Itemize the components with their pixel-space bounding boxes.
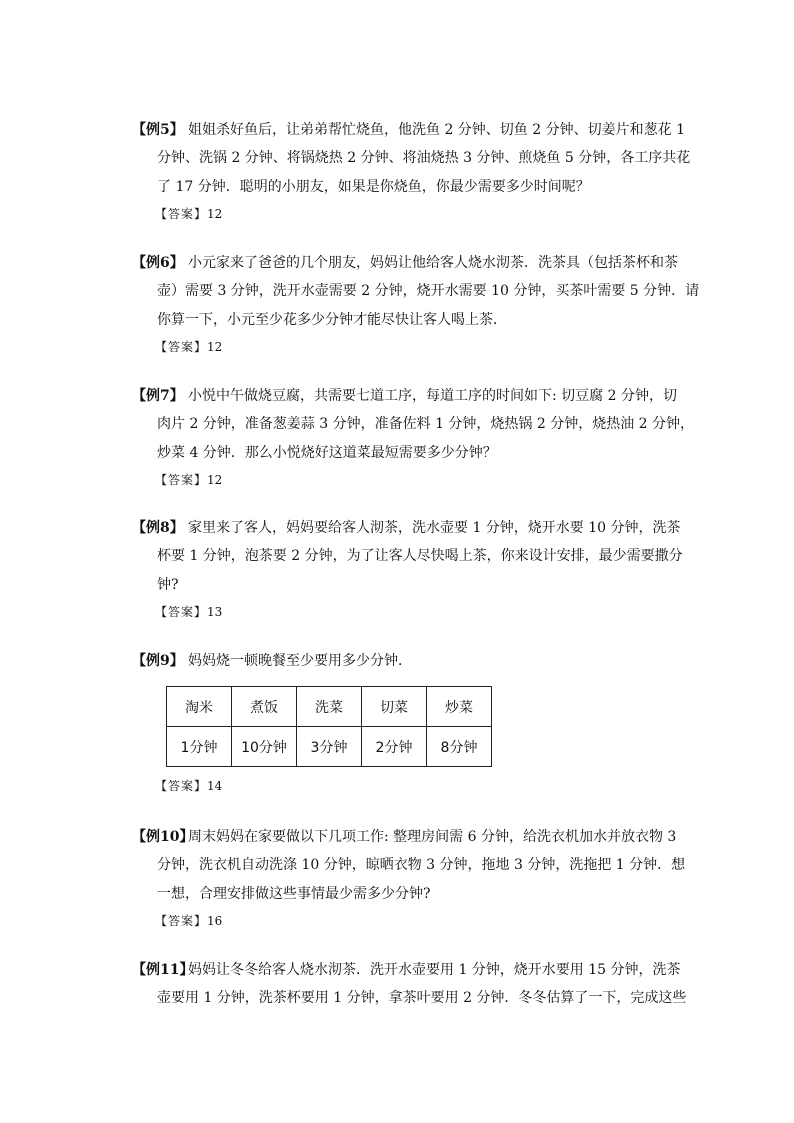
answer-line [132, 467, 692, 493]
problem-line [132, 382, 692, 410]
table-cell: 3分钟 [297, 727, 362, 767]
problem-6 [132, 249, 700, 360]
answer-value: 12 [207, 340, 223, 355]
answer-line [132, 599, 692, 625]
problem-9 [132, 647, 692, 675]
problem-tag: 【例6】 [132, 255, 184, 271]
answer-value: 13 [207, 605, 223, 620]
problem-line [132, 514, 692, 542]
answer-label: 【答案】 [155, 340, 208, 355]
answer-label: 【答案】 [155, 779, 208, 793]
problem-text: 钟? [157, 576, 179, 593]
problem-line [132, 249, 692, 277]
answer-label: 【答案】 [155, 473, 208, 488]
table-cell: 炒菜 [427, 687, 492, 727]
table-cell: 煮饭 [232, 687, 297, 727]
answer-line [132, 773, 692, 799]
problem-line [132, 647, 692, 675]
problem-text: 妈妈烧一顿晚餐至少要用多少分钟． [188, 653, 412, 669]
problem-line [132, 956, 692, 984]
problem-text: 小元家来了爸爸的几个朋友，妈妈让他给客人烧水沏茶．洗茶具（包括茶杯和茶 [188, 255, 678, 271]
answer-value: 12 [207, 473, 223, 488]
cooking-time-table [166, 686, 492, 767]
answer-line [132, 201, 692, 227]
problem-text: 壶）需要 3 分钟，洗开水壶需要 2 分钟，烧开水需要 10 分钟，买茶叶需要 5 分钟．请 [157, 283, 700, 300]
problem-5 [132, 116, 692, 227]
answer-line [132, 334, 692, 360]
problem-text: 了 17 分钟．聪明的小朋友，如果是你烧鱼，你最少需要多少时间呢？ [157, 178, 590, 195]
answer-label: 【答案】 [155, 605, 208, 620]
problem-text: 你算一下，小元至少花多少分钟才能尽快让客人喝上茶． [157, 311, 507, 328]
problem-tag: 【例5】 [132, 122, 184, 138]
problem-text: 小悦中午做烧豆腐，共需要七道工序，每道工序的时间如下: 切豆腐 2 分钟，切 [188, 388, 677, 404]
problem-tag: 【例7】 [132, 388, 184, 404]
table-cell: 2分钟 [362, 727, 427, 767]
answer-line [132, 908, 692, 934]
table-cell: 洗菜 [297, 687, 362, 727]
problem-tag: 【例8】 [132, 520, 184, 536]
problem-text: 家里来了客人，妈妈要给客人沏茶，洗水壶要 1 分钟，烧开水要 10 分钟，洗茶 [188, 520, 681, 536]
table-row [167, 687, 492, 727]
answer-value: 16 [207, 914, 223, 929]
problem-text: 姐姐杀好鱼后，让弟弟帮忙烧鱼，他洗鱼 2 分钟、切鱼 2 分钟、切姜片和葱花 1 [188, 122, 685, 138]
problem-7 [132, 382, 695, 493]
problem-text: 一想，合理安排做这些事情最少需多少分钟? [157, 885, 431, 902]
answer-label: 【答案】 [155, 914, 208, 929]
table-cell: 8分钟 [427, 727, 492, 767]
problem-text: 壶要用 1 分钟，洗茶杯要用 1 分钟，拿茶叶要用 2 分钟．冬冬估算了一下，完成这些 [157, 990, 687, 1007]
answer-value: 12 [207, 207, 223, 222]
problem-text: 分钟，洗衣机自动洗涤 10 分钟，晾晒衣物 3 分钟，拖地 3 分钟，洗拖把 1 分钟．想 [157, 857, 686, 874]
problem-10 [132, 823, 692, 934]
answer-label: 【答案】 [155, 207, 208, 222]
problem-tag: 【例11】 [132, 962, 194, 978]
table-row [167, 727, 492, 767]
table-cell: 切菜 [362, 687, 427, 727]
problem-text: 杯要 1 分钟，泡茶要 2 分钟，为了让客人尽快喝上茶，你来设计安排，最少需要撒分 [157, 548, 683, 565]
problem-line [132, 116, 692, 144]
problem-9-answer [132, 773, 692, 799]
problem-text: 分钟、洗锅 2 分钟、将锅烧热 2 分钟、将油烧热 3 分钟、煎烧鱼 5 分钟，各工序共花 [157, 150, 691, 167]
problem-11 [132, 956, 692, 1013]
table-cell: 1分钟 [167, 727, 232, 767]
problem-tag: 【例9】 [132, 653, 184, 669]
table-cell: 淘米 [167, 687, 232, 727]
table-cell: 10分钟 [232, 727, 297, 767]
problem-text: 周末妈妈在家要做以下几项工作: 整理房间需 6 分钟，给洗衣机加水并放衣物 3 [188, 829, 677, 845]
problem-line [132, 823, 692, 851]
problem-8 [132, 514, 692, 625]
problem-text: 肉片 2 分钟，准备葱姜蒜 3 分钟，准备佐料 1 分钟，烧热锅 2 分钟，烧热油 2 分钟， [157, 416, 695, 433]
problem-text: 妈妈让冬冬给客人烧水沏茶．洗开水壶要用 1 分钟，烧开水要用 15 分钟，洗茶 [188, 962, 681, 978]
answer-value: 14 [207, 779, 223, 793]
problem-text: 炒菜 4 分钟．那么小悦烧好这道菜最短需要多少分钟？ [157, 444, 497, 461]
problem-tag: 【例10】 [132, 829, 194, 845]
